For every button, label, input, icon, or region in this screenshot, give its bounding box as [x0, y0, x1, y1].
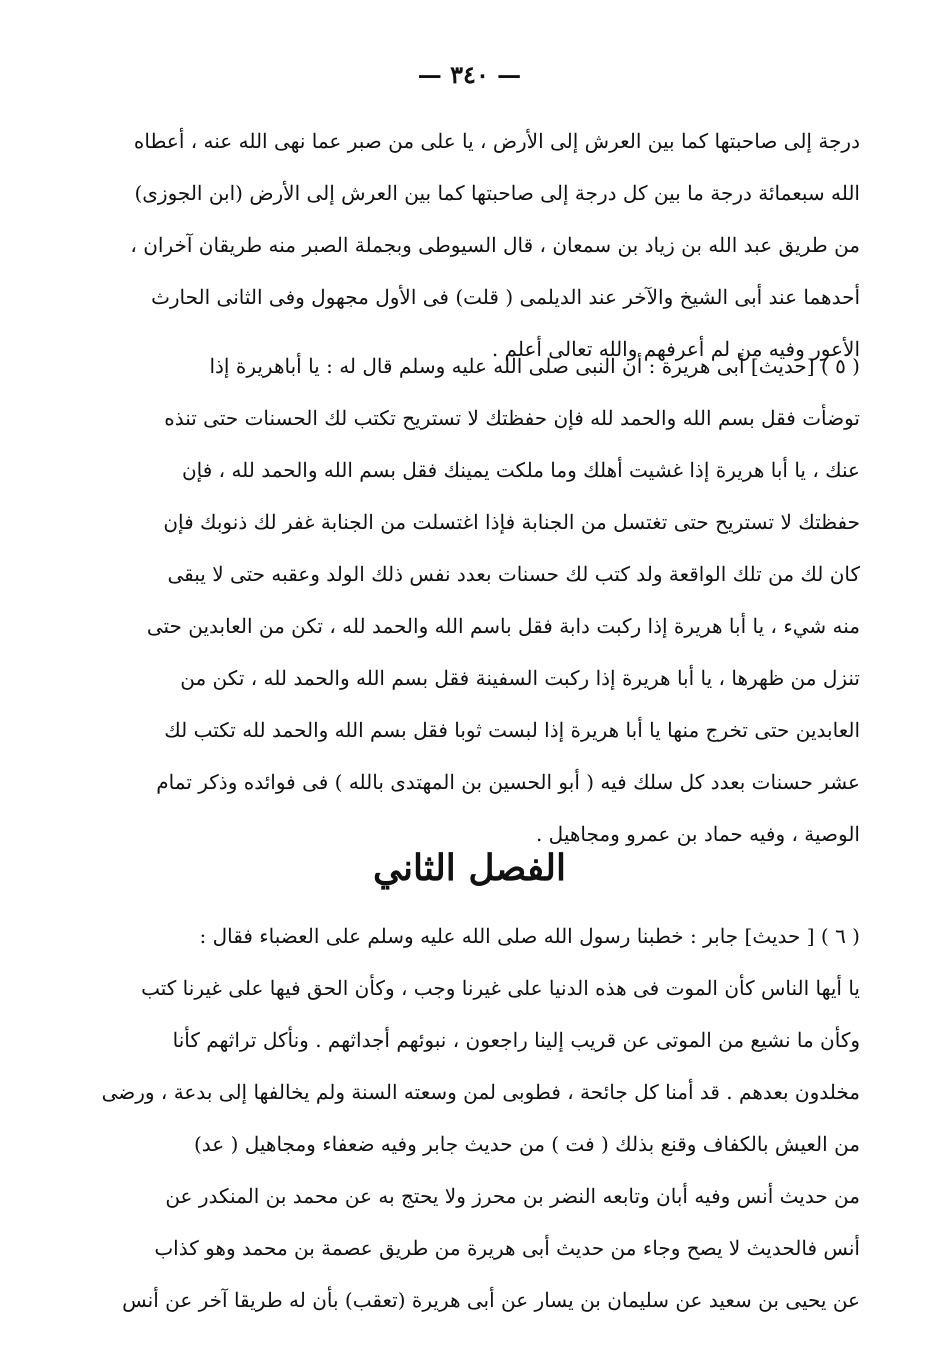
text-line: درجة إلى صاحبتها كما بين العرش إلى الأرض ، يا على من صبر عما نهى الله عنه ، أعطاه [133, 129, 860, 153]
text-line: كان لك من تلك الواقعة ولد كتب لك حسنات بعدد نفس ذلك الولد وعقبه حتى لا يبقى [167, 562, 860, 586]
text-line: عشر حسنات بعدد كل سلك فيه ( أبو الحسين بن المهتدى بالله ) فى فوائده وذكر تمام [156, 770, 860, 794]
text-line: الأعور وفيه من لم أعرفهم والله تعالى أعلم . [491, 337, 860, 361]
text-line: من العيش بالكفاف وقنع بذلك ( فت ) من حديث جابر وفيه ضعفاء ومجاهيل ( عد) [193, 1132, 860, 1156]
text-line: أنس فالحديث لا يصح وجاء من حديث أبى هريرة من طريق عصمة بن محمد وهو كذاب [154, 1236, 860, 1260]
text-line: يا أيها الناس كأن الموت فى هذه الدنيا على غيرنا وجب ، وكأن الحق فيها على غيرنا كتب [141, 976, 860, 1000]
text-line: أحدهما عند أبى الشيخ والآخر عند الديلمى ( قلت) فى الأول مجهول وفى الثانى الحارث [151, 285, 860, 309]
text-line: الله سبعمائة درجة ما بين كل درجة إلى صاحبتها كما بين العرش إلى الأرض (ابن الجوزى) [134, 181, 860, 205]
text-line: من طريق عبد الله بن زياد بن سمعان ، قال السيوطى وبجملة الصبر منه طريقان آخران ، [130, 233, 860, 257]
text-line: من حديث أنس وفيه أبان وتابعه النضر بن محرز ولا يحتج به عن محمد بن المنكدر عن [165, 1184, 860, 1208]
paragraph-3 [100, 910, 860, 1326]
text-line: مخلدون بعدهم . قد أمنا كل جائحة ، فطوبى لمن وسعته السنة ولم يخالفها إلى بدعة ، ورضى [101, 1080, 860, 1104]
page-number: — ٣٤٠ — [417, 60, 522, 89]
text-line: توضأت فقل بسم الله والحمد لله فإن حفظتك لا تستريح تكتب لك الحسنات حتى تنذه [164, 406, 860, 430]
text-line: العابدين حتى تخرج منها يا أبا هريرة إذا لبست ثوبا فقل بسم الله والحمد لله تكتب لك [164, 718, 860, 742]
text-line: تنزل من ظهرها ، يا أبا هريرة إذا ركبت السفينة فقل بسم الله والحمد لله ، تكن من [180, 666, 860, 690]
text-line: وكأن ما نشيع من الموتى عن قريب إلينا راجعون ، نبوئهم أجداثهم . ونأكل تراثهم كأنا [172, 1028, 860, 1052]
text-line: عن يحيى بن سعيد عن سليمان بن يسار عن أبى هريرة (تعقب) بأن له طريقا آخر عن أنس [122, 1288, 860, 1312]
text-line: ( ٦ ) [ حديث] جابر : خطبنا رسول الله صلى الله عليه وسلم على العضباء فقال : [199, 924, 860, 948]
paragraph-2 [100, 340, 860, 860]
text-line: الوصية ، وفيه حماد بن عمرو ومجاهيل . [535, 822, 860, 846]
text-line: منه شيء ، يا أبا هريرة إذا ركبت دابة فقل باسم الله والحمد لله ، تكن من العابدين حتى [146, 614, 860, 638]
text-line: حفظتك لا تستريح حتى تغتسل من الجنابة فإذا اغتسلت من الجنابة غفر لك ذنوبك فإن [163, 510, 860, 534]
chapter-heading: الفصل الثاني [372, 847, 567, 889]
paragraph-1 [100, 115, 860, 375]
text-line: عنك ، يا أبا هريرة إذا غشيت أهلك وما ملكت يمينك فقل بسم الله والحمد لله ، فإن [181, 458, 860, 482]
text-line: ( ٥ ) [حديث] أبى هريرة : أن النبى صلى الله عليه وسلم قال له : يا أباهريرة إذا [209, 354, 860, 378]
